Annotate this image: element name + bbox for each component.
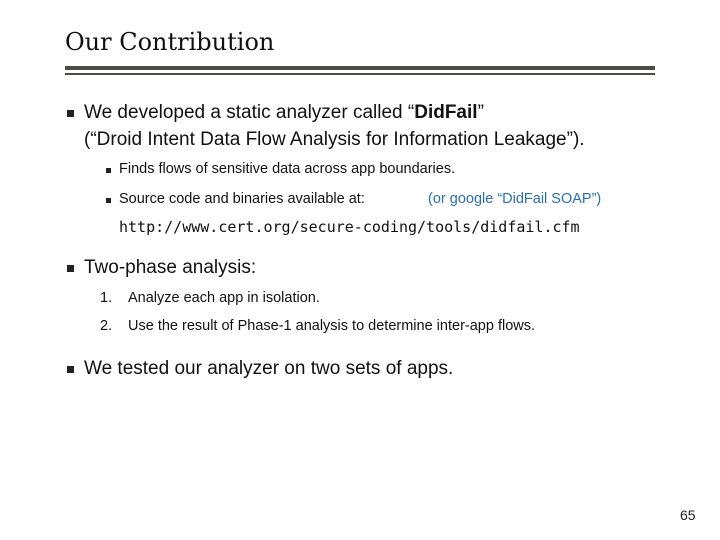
step-number: 2. xyxy=(100,318,113,334)
bullet-icon xyxy=(67,265,74,272)
sub-bullet-flows: Finds flows of sensitive data across app boundaries. xyxy=(119,161,456,177)
bullet-icon xyxy=(67,110,74,117)
slide-title: Our Contribution xyxy=(65,28,275,56)
bullet-icon xyxy=(106,168,111,173)
bullet-two-phase: Two-phase analysis: xyxy=(84,257,257,278)
bullet-icon xyxy=(106,198,111,203)
step-number: 1. xyxy=(100,290,113,306)
bullet-didfail: We developed a static analyzer called “DidFail” xyxy=(84,102,484,123)
bullet-icon xyxy=(67,366,74,373)
sub-bullet-source: Source code and binaries available at: xyxy=(119,191,365,207)
title-rule-thick xyxy=(65,66,655,70)
bullet-didfail-expansion: (“Droid Intent Data Flow Analysis for Information Leakage”). xyxy=(84,129,585,150)
step-text: Analyze each app in isolation. xyxy=(128,290,320,306)
step-text: Use the result of Phase-1 analysis to determine inter-app flows. xyxy=(128,318,536,334)
title-rule-thin xyxy=(65,73,655,75)
didfail-url-link[interactable]: http://www.cert.org/secure-coding/tools/didfail.cfm xyxy=(119,218,580,236)
google-note: (or google “DidFail SOAP”) xyxy=(428,191,602,207)
page-number: 65 xyxy=(680,507,696,523)
bullet-tested: We tested our analyzer on two sets of apps. xyxy=(84,358,454,379)
